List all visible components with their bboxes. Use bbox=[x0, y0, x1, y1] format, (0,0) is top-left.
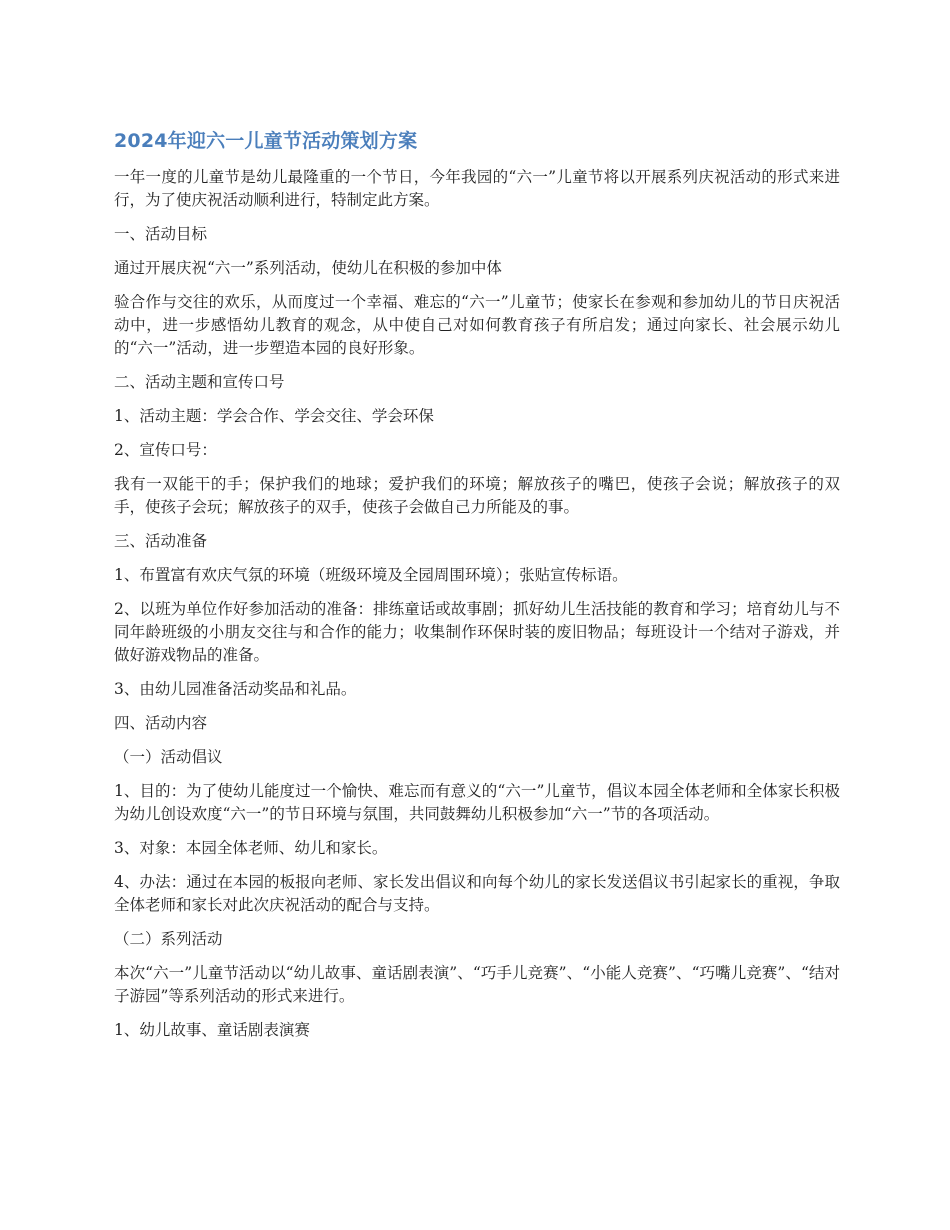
paragraph-goals-2: 验合作与交往的欢乐，从而度过一个幸福、难忘的“六一”儿童节；使家长在参观和参加幼儿的节日庆祝活动中，进一步感悟幼儿教育的观念，从中使自己对如何教育孩子有所启发；通过向家长、社会展示幼儿的“六一”活动，进一步塑造本园的良好形象。 bbox=[114, 293, 840, 357]
paragraph-story-contest: 1、幼儿故事、童话剧表演赛 bbox=[114, 1021, 310, 1039]
heading-theme-slogan: 二、活动主题和宣传口号 bbox=[114, 373, 285, 391]
subheading-initiative: （一）活动倡议 bbox=[114, 748, 223, 766]
subheading-series: （二）系列活动 bbox=[114, 930, 223, 948]
paragraph-slogan-label: 2、宣传口号： bbox=[114, 441, 217, 459]
paragraph-slogans: 我有一双能干的手；保护我们的地球；爱护我们的环境；解放孩子的嘴巴，使孩子会说；解放孩子的双手，使孩子会玩；解放孩子的双手，使孩子会做自己力所能及的事。 bbox=[114, 475, 840, 516]
paragraph-intro: 一年一度的儿童节是幼儿最隆重的一个节日，今年我园的“六一”儿童节将以开展系列庆祝活动的形式来进行，为了使庆祝活动顺利进行，特制定此方案。 bbox=[114, 168, 840, 209]
document-page bbox=[114, 126, 840, 1053]
paragraph-theme: 1、活动主题：学会合作、学会交往、学会环保 bbox=[114, 407, 434, 425]
paragraph-purpose: 1、目的：为了使幼儿能度过一个愉快、难忘而有意义的“六一”儿童节，倡议本园全体老师和全体家长积极为幼儿创设欢度“六一”的节日环境与氛围，共同鼓舞幼儿积极参加“六一”节的各项活动。 bbox=[114, 782, 840, 823]
heading-preparation: 三、活动准备 bbox=[114, 532, 208, 550]
heading-content: 四、活动内容 bbox=[114, 714, 208, 732]
paragraph-goals-1: 通过开展庆祝“六一”系列活动，使幼儿在积极的参加中体 bbox=[114, 259, 502, 277]
paragraph-series: 本次“六一”儿童节活动以“幼儿故事、童话剧表演”、“巧手儿竞赛”、“小能人竞赛”、“巧嘴儿竞赛”、“结对子游园”等系列活动的形式来进行。 bbox=[114, 964, 840, 1005]
heading-goals: 一、活动目标 bbox=[114, 225, 208, 243]
document-title: 2024年迎六一儿童节活动策划方案 bbox=[114, 130, 418, 152]
paragraph-prep-1: 1、布置富有欢庆气氛的环境（班级环境及全园周围环境）；张贴宣传标语。 bbox=[114, 566, 628, 584]
paragraph-prep-2: 2、以班为单位作好参加活动的准备：排练童话或故事剧；抓好幼儿生活技能的教育和学习；培育幼儿与不同年龄班级的小朋友交往与和合作的能力；收集制作环保时装的废旧物品；每班设计一个结对子游戏，并做好游戏物品的准备。 bbox=[114, 600, 840, 664]
paragraph-prep-3: 3、由幼儿园准备活动奖品和礼品。 bbox=[114, 680, 357, 698]
paragraph-audience: 3、对象：本园全体老师、幼儿和家长。 bbox=[114, 839, 388, 857]
paragraph-method: 4、办法：通过在本园的板报向老师、家长发出倡议和向每个幼儿的家长发送倡议书引起家长的重视，争取全体老师和家长对此次庆祝活动的配合与支持。 bbox=[114, 873, 840, 914]
